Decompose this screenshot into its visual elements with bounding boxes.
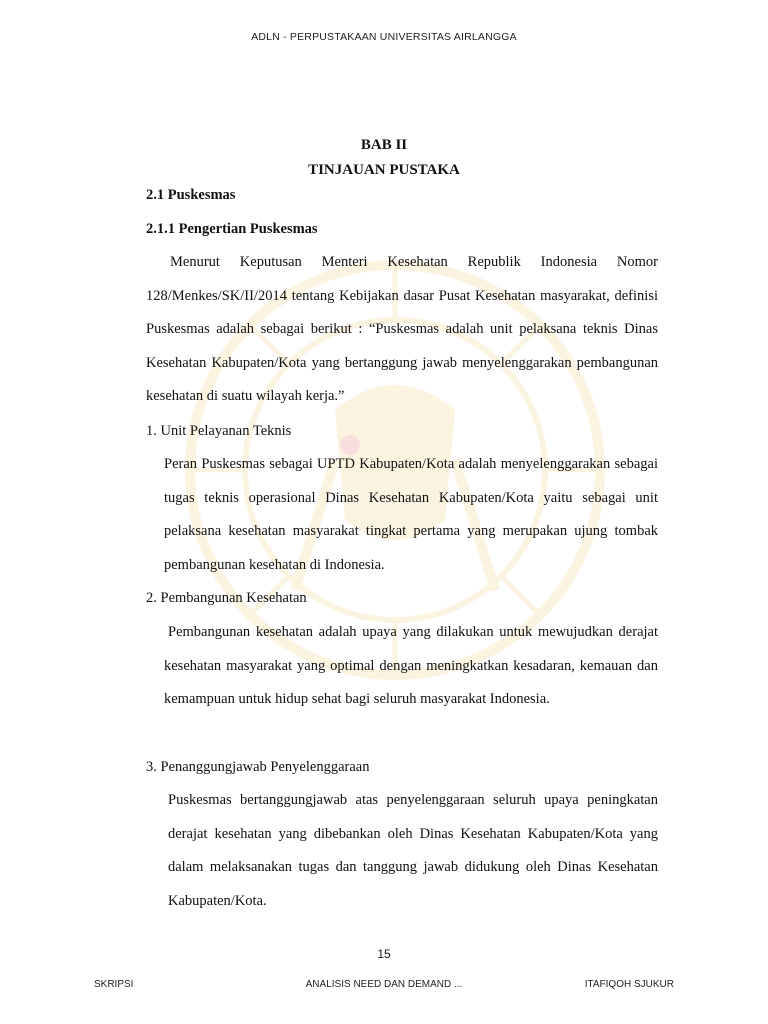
footer-center: ANALISIS NEED DAN DEMAND ...: [305, 979, 463, 990]
footer-right: ITAFIQOH SJUKUR: [584, 979, 674, 990]
document-header: ADLN - PERPUSTAKAAN UNIVERSITAS AIRLANGGA: [251, 31, 517, 43]
intro-paragraph: Menurut Keputusan Menteri Kesehatan Republik Indonesia Nomor 128/Menkes/SK/II/2014 tentang Kebijakan dasar Pusat Kesehatan masyarakat, definisi Puskesmas adalah sebagai berikut : “Puskesmas adalah unit pelaksana teknis Dinas Kesehatan Kabupaten/Kota yang bertanggung jawab menyelenggarakan pembangunan kesehatan di suatu wilayah kerja.”: [146, 254, 658, 405]
list-item-title-2: 2. Pembangunan Kesehatan: [146, 590, 307, 606]
page-number: 15: [377, 947, 391, 961]
list-item-title-1: 1. Unit Pelayanan Teknis: [146, 423, 292, 439]
list-item-text-1: Peran Puskesmas sebagai UPTD Kabupaten/Kota adalah menyelenggarakan sebagai tugas teknis operasional Dinas Kesehatan Kabupaten/Kota yaitu sebagai unit pelaksana kesehatan masyarakat tingkat pertama yang merupakan ujung tombak pembangunan kesehatan di Indonesia.: [164, 456, 658, 573]
footer-left: SKRIPSI: [94, 979, 134, 990]
chapter-title: TINJAUAN PUSTAKA: [308, 162, 460, 178]
list-item-text-2: Pembangunan kesehatan adalah upaya yang dilakukan untuk mewujudkan derajat kesehatan masyarakat yang optimal dengan meningkatkan kesadaran, kemauan dan kemampuan untuk hidup sehat bagi seluruh masyarakat Indonesia.: [164, 624, 658, 708]
subsection-heading: 2.1.1 Pengertian Puskesmas: [146, 221, 318, 237]
section-heading: 2.1 Puskesmas: [146, 187, 236, 203]
chapter-number: BAB II: [360, 137, 408, 153]
list-item-title-3: 3. Penanggungjawab Penyelenggaraan: [146, 759, 370, 775]
list-item-text-3: Puskesmas bertanggungjawab atas penyelenggaraan seluruh upaya peningkatan derajat kesehatan yang dibebankan oleh Dinas Kesehatan Kabupaten/Kota yang dalam melaksanakan tugas dan tanggung jawab didukung oleh Dinas Kesehatan Kabupaten/Kota.: [168, 792, 658, 909]
